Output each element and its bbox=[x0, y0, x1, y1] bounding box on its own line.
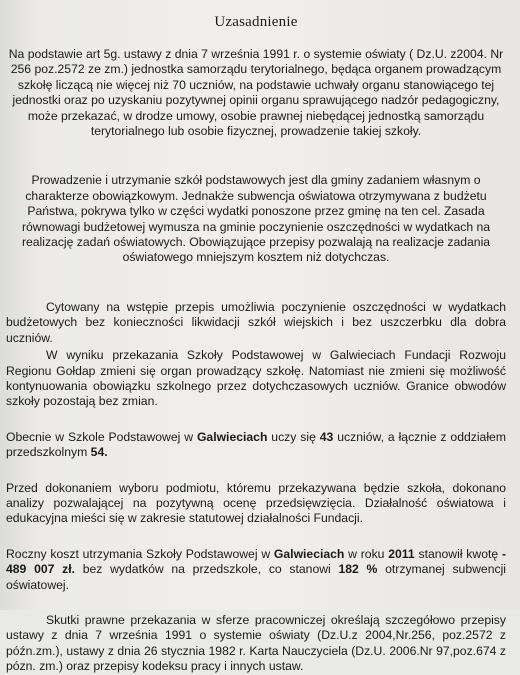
pupils-number: 43 bbox=[319, 429, 334, 444]
paragraph-pupils-count bbox=[6, 430, 506, 461]
paragraph-annual-cost bbox=[6, 547, 506, 593]
cost-text-a: Roczny koszt utrzymania Szkoły Podstawowej w bbox=[6, 546, 274, 561]
pupils-text-c: uczniów, a łącznie z oddziałem przedszkolnym bbox=[6, 429, 506, 460]
paragraph-legal-basis: Na podstawie art 5g. ustawy z dnia 7 września 1991 r. o systemie oświaty ( Dz.U. z2004. Nr 256 poz.2572 ze zm.) jednostka samorządu terytorialnego, będąca organem prowadzącym szkołę liczącą nie więcej niż 70 uczniów, na podstawie uchwały organu stanowiącego tej jednostki oraz po uzyskaniu pozytywnej opinii organu sprawującego nadzór pedagogiczny, może przekazać, w drodze umowy, osobie prawnej niebędącej jednostką samorządu terytorialnego lub osobie fizycznej, prowadzenie takiej szkoły. bbox=[8, 47, 504, 139]
preschool-total-number: 54. bbox=[90, 445, 108, 460]
document-title: Uzasadnienie bbox=[214, 14, 298, 30]
paragraph-analysis: Przed dokonaniem wyboru podmiotu, któremu przekazywana będzie szkoła, dokonano analizy pozwalającej na pozytywną ocenę przedsięwzięcia. Działalność oświatowa i edukacyjna mieści się w zakresie statutowej działalności Fundacji. bbox=[6, 480, 506, 526]
cost-text-c: stanowił kwotę bbox=[414, 546, 502, 561]
paragraph-legal-effects: Skutki prawne przekazania w sferze pracowniczej określają szczegółowo przepisy ustawy z dnia 7 września 1991 o systemie oświaty (Dz.U.z 2004,Nr.256, poz.2572 z późn.zm.), ustawy z dnia 26 stycznia 1982 r. Karta Nauczyciela (Dz.U. 2006.Nr 97,poz.674 z pózn. zm.) oraz przepisy kodeksu pracy i innych ustaw. bbox=[6, 612, 506, 674]
school-place-name: Galwieciach bbox=[196, 429, 268, 444]
paragraph-school-maintenance: Prowadzenie i utrzymanie szkół podstawowych jest dla gminy zadaniem własnym o charakterze obowiązkowym. Jednakże subwencja oświatowa otrzymywana z budżetu Państwa, pokrywa tylko w części wydatki ponoszone przez gminę na ten cel. Zasada równowagi budżetowej wymusza na gminie poczynienie oszczędności w wydatkach na realizację zadań oświatowych. Obowiązujące przepisy pozwalają na realizacje zadania oświatowego mniejszym kosztem niż dotychczas. bbox=[21, 173, 491, 265]
cost-amount: - 489 007 zł. bbox=[6, 546, 506, 577]
pupils-text-a: Obecnie w Szkole Podstawowej w bbox=[6, 429, 197, 444]
cost-school-place-name: Galwieciach bbox=[273, 546, 345, 561]
cost-text-b: w roku bbox=[344, 546, 389, 561]
cost-percent: 182 % bbox=[338, 562, 378, 577]
cost-text-d: bez wydatków na przedszkole, co stanowi bbox=[75, 562, 339, 577]
paragraph-savings: Cytowany na wstępie przepis umożliwia poczynienie oszczędności w wydatkach budżetowych bez konieczności likwidacji szkół wiejskich i bez uszczerbku dla dobra uczniów. bbox=[6, 299, 506, 345]
paragraph-transfer-result: W wyniku przekazania Szkoły Podstawowej w Galwieciach Fundacji Rozwoju Regionu Gołdap zmieni się organ prowadzący szkołę. Natomiast nie zmieni się możliwość kontynuowania obowiązku szkolnego przez dotychczasowych uczniów. Granice obwodów szkoły pozostają bez zmian. bbox=[6, 348, 506, 409]
cost-text-e: otrzymanej subwencji oświatowej. bbox=[6, 562, 506, 592]
cost-year: 2011 bbox=[388, 546, 415, 561]
pupils-text-b: uczy się bbox=[267, 429, 320, 444]
